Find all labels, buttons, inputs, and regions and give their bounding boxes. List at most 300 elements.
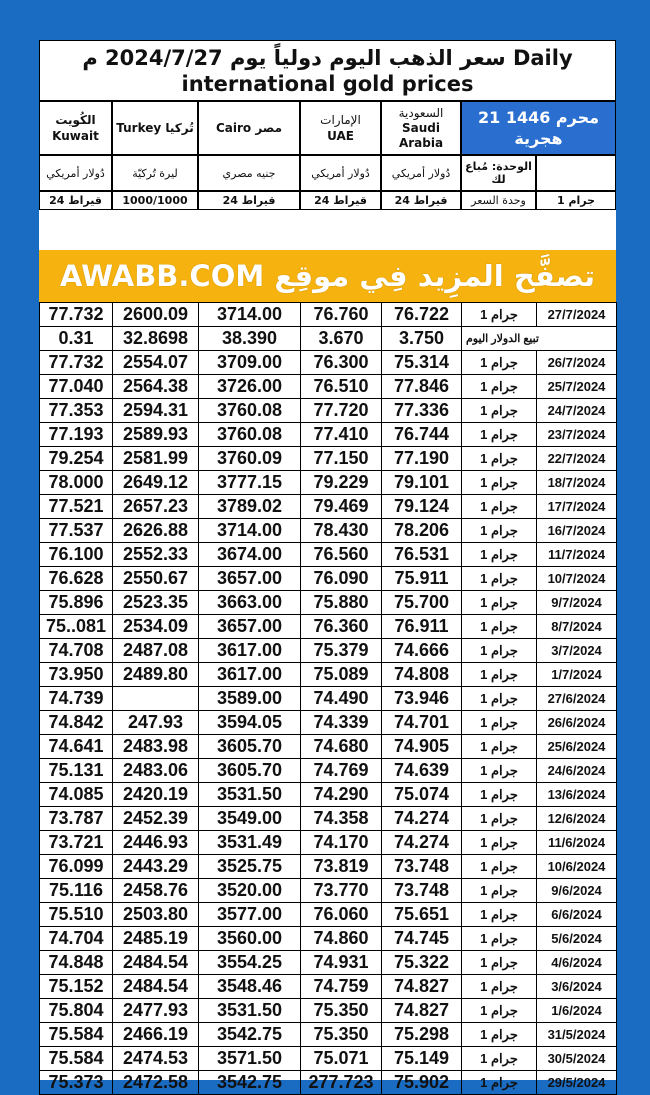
price-uae: 3.670 xyxy=(301,327,382,351)
price-cairo: 3760.08 xyxy=(199,399,301,423)
row-unit: 1 جرام xyxy=(462,783,537,807)
price-cairo: 3617.00 xyxy=(199,639,301,663)
price-cairo: 3594.05 xyxy=(199,711,301,735)
price-sheet xyxy=(39,40,616,1092)
table-row xyxy=(40,783,617,807)
price-cairo: 3760.08 xyxy=(199,423,301,447)
price-turkey: 2483.98 xyxy=(113,735,199,759)
hijri-date-line-2: هجرية xyxy=(514,129,563,148)
table-row xyxy=(40,447,617,471)
row-unit: 1 جرام xyxy=(462,807,537,831)
table-row xyxy=(40,735,617,759)
price-turkey: 2594.31 xyxy=(113,399,199,423)
row-unit: 1 جرام xyxy=(462,879,537,903)
table-row xyxy=(40,903,617,927)
price-cairo: 3709.00 xyxy=(199,351,301,375)
row-date: 23/7/2024 xyxy=(537,423,617,447)
price-uae: 77.720 xyxy=(301,399,382,423)
carat-cairo: 24 قيراط xyxy=(198,191,300,210)
price-kuwait: 74.708 xyxy=(40,639,113,663)
price-saudi: 74.666 xyxy=(382,639,462,663)
price-cairo: 3560.00 xyxy=(199,927,301,951)
price-cairo: 3548.46 xyxy=(199,975,301,999)
row-date: 30/5/2024 xyxy=(537,1047,617,1071)
price-saudi: 74.905 xyxy=(382,735,462,759)
table-row xyxy=(40,615,617,639)
price-saudi: 75.149 xyxy=(382,1047,462,1071)
price-kuwait: 77.521 xyxy=(40,495,113,519)
row-unit: 1 جرام xyxy=(462,303,537,327)
price-uae: 76.510 xyxy=(301,375,382,399)
price-saudi: 78.206 xyxy=(382,519,462,543)
gram-label: 1 جرام xyxy=(536,191,616,210)
table-row xyxy=(40,327,617,351)
price-uae: 79.469 xyxy=(301,495,382,519)
price-turkey: 2550.67 xyxy=(113,567,199,591)
price-kuwait: 75.896 xyxy=(40,591,113,615)
price-uae: 277.723 xyxy=(301,1071,382,1095)
price-turkey: 2420.19 xyxy=(113,783,199,807)
price-cairo: 3657.00 xyxy=(199,615,301,639)
price-turkey: 2458.76 xyxy=(113,879,199,903)
price-cairo: 3760.09 xyxy=(199,447,301,471)
price-uae: 74.339 xyxy=(301,711,382,735)
row-date: 4/6/2024 xyxy=(537,951,617,975)
row-date: 9/6/2024 xyxy=(537,879,617,903)
price-uae: 74.490 xyxy=(301,687,382,711)
price-cairo: 3714.00 xyxy=(199,303,301,327)
price-kuwait: 75.804 xyxy=(40,999,113,1023)
row-unit: 1 جرام xyxy=(462,375,537,399)
price-cairo: 3657.00 xyxy=(199,567,301,591)
price-turkey: 2443.29 xyxy=(113,855,199,879)
hijri-date-cell xyxy=(461,101,616,155)
row-date: 5/6/2024 xyxy=(537,927,617,951)
price-saudi: 74.745 xyxy=(382,927,462,951)
table-row xyxy=(40,519,617,543)
row-unit: 1 جرام xyxy=(462,855,537,879)
price-kuwait: 76.099 xyxy=(40,855,113,879)
price-cairo: 3554.25 xyxy=(199,951,301,975)
table-row xyxy=(40,1023,617,1047)
price-table xyxy=(39,302,617,1095)
table-row xyxy=(40,759,617,783)
price-uae: 73.770 xyxy=(301,879,382,903)
price-unit-label: وحدة السعر xyxy=(461,191,536,210)
row-date: 10/7/2024 xyxy=(537,567,617,591)
price-cairo: 3663.00 xyxy=(199,591,301,615)
table-row xyxy=(40,543,617,567)
price-saudi: 75.322 xyxy=(382,951,462,975)
price-saudi: 74.808 xyxy=(382,663,462,687)
row-date: 22/7/2024 xyxy=(537,447,617,471)
price-kuwait: 75.584 xyxy=(40,1047,113,1071)
price-kuwait: 74.848 xyxy=(40,951,113,975)
price-uae: 74.860 xyxy=(301,927,382,951)
price-turkey: 2581.99 xyxy=(113,447,199,471)
price-saudi: 74.274 xyxy=(382,807,462,831)
row-unit: 1 جرام xyxy=(462,759,537,783)
header-uae-ar: الإمارات xyxy=(320,113,361,127)
carat-turkey: 1000/1000 xyxy=(112,191,198,210)
row-date: 11/6/2024 xyxy=(537,831,617,855)
top-frame xyxy=(0,0,650,40)
price-cairo: 38.390 xyxy=(199,327,301,351)
table-row xyxy=(40,591,617,615)
row-date: 11/7/2024 xyxy=(537,543,617,567)
row-date: 3/6/2024 xyxy=(537,975,617,999)
row-date: 27/6/2024 xyxy=(537,687,617,711)
table-row xyxy=(40,975,617,999)
price-turkey: 2626.88 xyxy=(113,519,199,543)
price-saudi: 74.827 xyxy=(382,999,462,1023)
price-kuwait: 75.131 xyxy=(40,759,113,783)
row-unit: 1 جرام xyxy=(462,639,537,663)
table-row xyxy=(40,1047,617,1071)
price-turkey: 2474.53 xyxy=(113,1047,199,1071)
price-uae: 76.760 xyxy=(301,303,382,327)
row-unit: 1 جرام xyxy=(462,927,537,951)
row-date: 29/5/2024 xyxy=(537,1071,617,1095)
carat-saudi: 24 قيراط xyxy=(381,191,461,210)
price-uae: 75.350 xyxy=(301,999,382,1023)
price-saudi: 75.651 xyxy=(382,903,462,927)
header-saudi-en1: Saudi xyxy=(402,120,440,135)
price-uae: 74.931 xyxy=(301,951,382,975)
unit-cairo: جنيه مصري xyxy=(198,155,300,191)
row-date: 27/7/2024 xyxy=(537,303,617,327)
header-turkey-label: Turkey تُركيا xyxy=(116,121,194,135)
table-row xyxy=(40,375,617,399)
price-kuwait: 77.732 xyxy=(40,351,113,375)
price-turkey: 247.93 xyxy=(113,711,199,735)
row-date: 31/5/2024 xyxy=(537,1023,617,1047)
table-row xyxy=(40,855,617,879)
table-row xyxy=(40,495,617,519)
unit-turkey: ليرة تُركيّة xyxy=(112,155,198,191)
row-date: 3/7/2024 xyxy=(537,639,617,663)
header-uae xyxy=(300,101,381,155)
row-unit: 1 جرام xyxy=(462,711,537,735)
price-kuwait: 77.732 xyxy=(40,303,113,327)
price-cairo: 3531.50 xyxy=(199,999,301,1023)
price-turkey: 2554.07 xyxy=(113,351,199,375)
price-kuwait: 77.537 xyxy=(40,519,113,543)
price-cairo: 3726.00 xyxy=(199,375,301,399)
promo-banner[interactable] xyxy=(39,250,616,302)
row-date: 12/6/2024 xyxy=(537,807,617,831)
row-unit: 1 جرام xyxy=(462,423,537,447)
price-saudi: 75.911 xyxy=(382,567,462,591)
price-uae: 73.819 xyxy=(301,855,382,879)
price-saudi: 73.748 xyxy=(382,855,462,879)
row-unit: 1 جرام xyxy=(462,399,537,423)
dollar-rate-note: تبيع الدولار اليوم xyxy=(462,327,617,351)
price-saudi: 74.827 xyxy=(382,975,462,999)
table-row xyxy=(40,423,617,447)
price-kuwait: 79.254 xyxy=(40,447,113,471)
price-cairo: 3714.00 xyxy=(199,519,301,543)
price-cairo: 3617.00 xyxy=(199,663,301,687)
price-turkey: 2523.35 xyxy=(113,591,199,615)
price-turkey: 2589.93 xyxy=(113,423,199,447)
unit-uae: دُولار أمريكي xyxy=(300,155,381,191)
price-saudi: 74.701 xyxy=(382,711,462,735)
price-uae: 75.379 xyxy=(301,639,382,663)
row-unit: 1 جرام xyxy=(462,1047,537,1071)
row-unit: 1 جرام xyxy=(462,903,537,927)
page-title xyxy=(39,40,616,101)
price-kuwait: 76.628 xyxy=(40,567,113,591)
price-saudi: 73.748 xyxy=(382,879,462,903)
header-cairo xyxy=(198,101,300,155)
price-saudi: 75.700 xyxy=(382,591,462,615)
price-cairo: 3789.02 xyxy=(199,495,301,519)
price-kuwait: 73.950 xyxy=(40,663,113,687)
row-unit: 1 جرام xyxy=(462,951,537,975)
price-kuwait: 74.641 xyxy=(40,735,113,759)
price-turkey: 2472.58 xyxy=(113,1071,199,1095)
row-date: 26/7/2024 xyxy=(537,351,617,375)
row-date: 25/6/2024 xyxy=(537,735,617,759)
price-uae: 74.769 xyxy=(301,759,382,783)
row-unit: 1 جرام xyxy=(462,1023,537,1047)
row-date: 24/6/2024 xyxy=(537,759,617,783)
row-date: 8/7/2024 xyxy=(537,615,617,639)
price-saudi: 73.946 xyxy=(382,687,462,711)
price-cairo: 3674.00 xyxy=(199,543,301,567)
row-unit: 1 جرام xyxy=(462,831,537,855)
row-date: 16/7/2024 xyxy=(537,519,617,543)
unit-label: الوحدة: مُباع لك xyxy=(461,155,536,191)
price-cairo: 3549.00 xyxy=(199,807,301,831)
price-uae: 76.090 xyxy=(301,567,382,591)
price-kuwait: 75.373 xyxy=(40,1071,113,1095)
row-unit: 1 جرام xyxy=(462,471,537,495)
table-row xyxy=(40,471,617,495)
price-saudi: 75.314 xyxy=(382,351,462,375)
price-saudi: 77.336 xyxy=(382,399,462,423)
price-kuwait: 75.152 xyxy=(40,975,113,999)
price-kuwait: 75.510 xyxy=(40,903,113,927)
price-turkey: 2564.38 xyxy=(113,375,199,399)
price-cairo: 3542.75 xyxy=(199,1071,301,1095)
unit-saudi: دُولار أمريكي xyxy=(381,155,461,191)
price-kuwait: 74.739 xyxy=(40,687,113,711)
price-uae: 76.560 xyxy=(301,543,382,567)
price-turkey: 2485.19 xyxy=(113,927,199,951)
price-saudi: 74.639 xyxy=(382,759,462,783)
price-cairo: 3589.00 xyxy=(199,687,301,711)
row-unit: 1 جرام xyxy=(462,567,537,591)
price-turkey: 2649.12 xyxy=(113,471,199,495)
price-uae: 75.071 xyxy=(301,1047,382,1071)
row-unit: 1 جرام xyxy=(462,975,537,999)
header-saudi-ar: السعودية xyxy=(398,105,444,120)
price-cairo: 3577.00 xyxy=(199,903,301,927)
price-kuwait: 75.116 xyxy=(40,879,113,903)
price-uae: 75.089 xyxy=(301,663,382,687)
price-turkey: 2600.09 xyxy=(113,303,199,327)
header-kuwait-en: Kuwait xyxy=(52,129,99,143)
price-saudi: 79.124 xyxy=(382,495,462,519)
price-turkey: 2483.06 xyxy=(113,759,199,783)
price-saudi: 79.101 xyxy=(382,471,462,495)
row-date: 9/7/2024 xyxy=(537,591,617,615)
table-row xyxy=(40,951,617,975)
title-line-2: international gold prices xyxy=(181,72,474,96)
price-uae: 79.229 xyxy=(301,471,382,495)
price-saudi: 75.298 xyxy=(382,1023,462,1047)
table-row xyxy=(40,639,617,663)
price-turkey: 2503.80 xyxy=(113,903,199,927)
price-uae: 77.410 xyxy=(301,423,382,447)
price-uae: 74.170 xyxy=(301,831,382,855)
table-row xyxy=(40,711,617,735)
price-turkey: 2552.33 xyxy=(113,543,199,567)
header-cairo-label: Cairo مصر xyxy=(215,121,283,135)
price-uae: 78.430 xyxy=(301,519,382,543)
table-row xyxy=(40,351,617,375)
row-date: 6/6/2024 xyxy=(537,903,617,927)
row-date: 1/7/2024 xyxy=(537,663,617,687)
price-cairo: 3542.75 xyxy=(199,1023,301,1047)
price-kuwait: 77.040 xyxy=(40,375,113,399)
price-kuwait: 0.31 xyxy=(40,327,113,351)
price-turkey: 32.8698 xyxy=(113,327,199,351)
price-rows xyxy=(40,303,617,1095)
price-kuwait: 78.000 xyxy=(40,471,113,495)
row-date: 18/7/2024 xyxy=(537,471,617,495)
row-unit: 1 جرام xyxy=(462,495,537,519)
price-turkey: 2489.80 xyxy=(113,663,199,687)
price-turkey: 2446.93 xyxy=(113,831,199,855)
hijri-date-line-1: 21 محرم 1446 xyxy=(477,108,600,127)
row-unit: 1 جرام xyxy=(462,591,537,615)
price-cairo: 3571.50 xyxy=(199,1047,301,1071)
price-kuwait: 77.193 xyxy=(40,423,113,447)
row-unit: 1 جرام xyxy=(462,735,537,759)
price-turkey: 2534.09 xyxy=(113,615,199,639)
row-date: 13/6/2024 xyxy=(537,783,617,807)
price-uae: 75.350 xyxy=(301,1023,382,1047)
header-turkey xyxy=(112,101,198,155)
row-unit: 1 جرام xyxy=(462,615,537,639)
row-unit: 1 جرام xyxy=(462,999,537,1023)
price-kuwait: 76.100 xyxy=(40,543,113,567)
price-uae: 76.360 xyxy=(301,615,382,639)
row-date: 10/6/2024 xyxy=(537,855,617,879)
price-turkey: 2452.39 xyxy=(113,807,199,831)
price-saudi: 3.750 xyxy=(382,327,462,351)
price-turkey: 2487.08 xyxy=(113,639,199,663)
row-date: 24/7/2024 xyxy=(537,399,617,423)
price-saudi: 76.744 xyxy=(382,423,462,447)
price-kuwait: 77.353 xyxy=(40,399,113,423)
row-date: 17/7/2024 xyxy=(537,495,617,519)
price-cairo: 3520.00 xyxy=(199,879,301,903)
price-turkey: 2657.23 xyxy=(113,495,199,519)
price-kuwait: 74.085 xyxy=(40,783,113,807)
price-saudi: 76.531 xyxy=(382,543,462,567)
price-uae: 75.880 xyxy=(301,591,382,615)
row-date: 1/6/2024 xyxy=(537,999,617,1023)
price-saudi: 75.902 xyxy=(382,1071,462,1095)
price-turkey: 2466.19 xyxy=(113,1023,199,1047)
table-row xyxy=(40,879,617,903)
unit-kuwait: دُولار أمريكي xyxy=(39,155,112,191)
carat-kuwait: 24 قيراط xyxy=(39,191,112,210)
table-row xyxy=(40,831,617,855)
price-kuwait: 74.704 xyxy=(40,927,113,951)
row-unit: 1 جرام xyxy=(462,351,537,375)
row-unit: 1 جرام xyxy=(462,663,537,687)
price-uae: 76.060 xyxy=(301,903,382,927)
price-turkey: 2477.93 xyxy=(113,999,199,1023)
price-turkey: 2484.54 xyxy=(113,951,199,975)
title-line-1: سعر الذهب اليوم دولياً يوم 2024/7/27 م Daily xyxy=(82,46,573,70)
row-date: 25/7/2024 xyxy=(537,375,617,399)
table-row xyxy=(40,687,617,711)
table-row xyxy=(40,1071,617,1095)
price-saudi: 77.846 xyxy=(382,375,462,399)
row-unit: 1 جرام xyxy=(462,1071,537,1095)
row-unit: 1 جرام xyxy=(462,687,537,711)
price-saudi: 77.190 xyxy=(382,447,462,471)
table-row xyxy=(40,399,617,423)
price-turkey: 2484.54 xyxy=(113,975,199,999)
header-saudi xyxy=(381,101,461,155)
table-row xyxy=(40,303,617,327)
row-unit: 1 جرام xyxy=(462,543,537,567)
price-cairo: 3777.15 xyxy=(199,471,301,495)
banner-text: تصفَّح المزِيد فِي موقِع AWABB.COM xyxy=(59,259,596,293)
row-unit: 1 جرام xyxy=(462,519,537,543)
price-uae: 76.300 xyxy=(301,351,382,375)
row-unit: 1 جرام xyxy=(462,447,537,471)
price-cairo: 3525.75 xyxy=(199,855,301,879)
price-uae: 74.358 xyxy=(301,807,382,831)
header-saudi-en2: Arabia xyxy=(398,135,444,150)
price-kuwait: 75..081 xyxy=(40,615,113,639)
header-kuwait xyxy=(39,101,112,155)
table-row xyxy=(40,999,617,1023)
table-row xyxy=(40,567,617,591)
carat-uae: 24 قيراط xyxy=(300,191,381,210)
price-saudi: 74.274 xyxy=(382,831,462,855)
price-kuwait: 75.584 xyxy=(40,1023,113,1047)
price-saudi: 75.074 xyxy=(382,783,462,807)
price-uae: 74.290 xyxy=(301,783,382,807)
price-cairo: 3531.49 xyxy=(199,831,301,855)
header-kuwait-ar: الكُويت xyxy=(55,113,96,127)
row-date: 26/6/2024 xyxy=(537,711,617,735)
price-kuwait: 73.721 xyxy=(40,831,113,855)
price-kuwait: 73.787 xyxy=(40,807,113,831)
price-cairo: 3531.50 xyxy=(199,783,301,807)
price-saudi: 76.911 xyxy=(382,615,462,639)
price-uae: 77.150 xyxy=(301,447,382,471)
price-uae: 74.680 xyxy=(301,735,382,759)
table-row xyxy=(40,927,617,951)
price-saudi: 76.722 xyxy=(382,303,462,327)
price-cairo: 3605.70 xyxy=(199,735,301,759)
price-kuwait: 74.842 xyxy=(40,711,113,735)
header-uae-en: UAE xyxy=(327,129,354,143)
price-uae: 74.759 xyxy=(301,975,382,999)
unit-empty-cell xyxy=(536,155,616,191)
table-row xyxy=(40,663,617,687)
